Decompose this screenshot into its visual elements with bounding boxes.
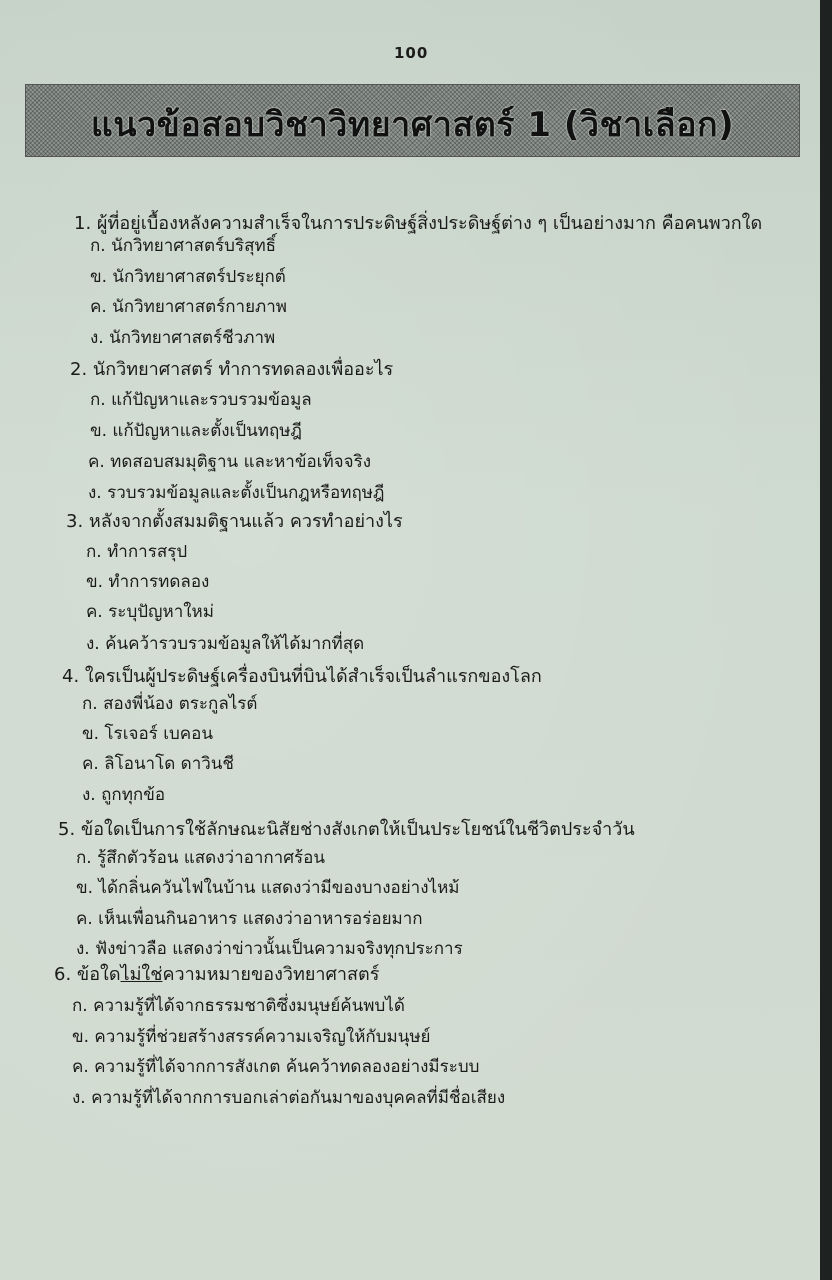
question-3-choice-a: ก. ทำการสรุป (86, 542, 188, 562)
question-number: 6. (54, 964, 72, 985)
question-3-choice-c: ค. ระบุปัญหาใหม่ (86, 602, 214, 622)
question-4-choice-a: ก. สองพี่น้อง ตระกูลไรต์ (82, 694, 258, 714)
question-5-choice-b: ข. ได้กลิ่นควันไฟในบ้าน แสดงว่ามีของบางอย่างไหม้ (76, 878, 460, 898)
question-1-choice-c: ค. นักวิทยาศาสตร์กายภาพ (90, 297, 287, 317)
question-number: 4. (62, 666, 80, 687)
question-3-choice-b: ข. ทำการทดลอง (86, 572, 210, 592)
question-4-choice-b: ข. โรเจอร์ เบคอน (82, 724, 214, 744)
question-5-choice-c: ค. เห็นเพื่อนกินอาหาร แสดงว่าอาหารอร่อยมาก (76, 909, 423, 929)
question-text: ใครเป็นผู้ประดิษฐ์เครื่องบินที่บินได้สำเร็จเป็นลำแรกของโลก (84, 666, 542, 687)
question-6-choice-b: ข. ความรู้ที่ช่วยสร้างสรรค์ความเจริญให้กับมนุษย์ (72, 1027, 431, 1047)
question-text: นักวิทยาศาสตร์ ทำการทดลองเพื่ออะไร (92, 359, 394, 380)
question-number: 2. (70, 359, 88, 380)
question-5-choice-d: ง. ฟังข่าวลือ แสดงว่าข่าวนั้นเป็นความจริงทุกประการ (76, 939, 463, 959)
question-1-choice-b: ข. นักวิทยาศาสตร์ประยุกต์ (90, 267, 286, 287)
question-5 (58, 818, 635, 842)
question-1-choice-a: ก. นักวิทยาศาสตร์บริสุทธิ์ (90, 236, 277, 256)
question-4-choice-c: ค. ลิโอนาโด ดาวินชี (82, 754, 234, 774)
question-text-after: ความหมายของวิทยาศาสตร์ (162, 964, 380, 985)
question-2-choice-d: ง. รวบรวมข้อมูลและตั้งเป็นกฎหรือทฤษฎี (88, 483, 385, 503)
question-4-choice-d: ง. ถูกทุกข้อ (82, 785, 166, 805)
question-1 (74, 212, 762, 236)
question-3-choice-d: ง. ค้นคว้ารวบรวมข้อมูลให้ได้มากที่สุด (86, 634, 365, 654)
question-text: หลังจากตั้งสมมติฐานแล้ว ควรทำอย่างไร (88, 511, 403, 532)
page-edge-shadow (820, 0, 832, 1280)
question-2-choice-b: ข. แก้ปัญหาและตั้งเป็นทฤษฎี (90, 421, 302, 441)
question-5-choice-a: ก. รู้สึกตัวร้อน แสดงว่าอากาศร้อน (76, 848, 325, 868)
question-3 (66, 510, 403, 534)
question-2-choice-a: ก. แก้ปัญหาและรวบรวมข้อมูล (90, 390, 312, 410)
question-2 (70, 358, 393, 382)
question-text-before: ข้อใด (76, 964, 121, 985)
page-number: 100 (394, 44, 429, 62)
question-2-choice-c: ค. ทดสอบสมมุติฐาน และหาข้อเท็จจริง (88, 452, 372, 472)
question-text-underlined: ไม่ใช่ (120, 964, 163, 985)
question-6-choice-a: ก. ความรู้ที่ได้จากธรรมชาติซึ่งมนุษย์ค้นพบได้ (72, 996, 405, 1016)
question-4 (62, 665, 542, 689)
question-number: 1. (74, 213, 92, 234)
question-text: ผู้ที่อยู่เบื้องหลังความสำเร็จในการประดิษฐ์สิ่งประดิษฐ์ต่าง ๆ เป็นอย่างมาก คือคนพวกใด (96, 213, 763, 234)
title-banner (25, 84, 800, 157)
question-1-choice-d: ง. นักวิทยาศาสตร์ชีวภาพ (90, 328, 276, 348)
question-6-choice-d: ง. ความรู้ที่ได้จากการบอกเล่าต่อกันมาของบุคคลที่มีชื่อเสียง (72, 1088, 506, 1108)
question-number: 3. (66, 511, 84, 532)
question-text: ข้อใดเป็นการใช้ลักษณะนิสัยช่างสังเกตให้เป็นประโยชน์ในชีวิตประจำวัน (80, 819, 635, 840)
page-title: แนวข้อสอบวิชาวิทยาศาสตร์ 1 (วิชาเลือก) (90, 105, 735, 145)
question-6 (54, 963, 379, 987)
question-6-choice-c: ค. ความรู้ที่ได้จากการสังเกต ค้นคว้าทดลองอย่างมีระบบ (72, 1057, 480, 1077)
question-number: 5. (58, 819, 76, 840)
